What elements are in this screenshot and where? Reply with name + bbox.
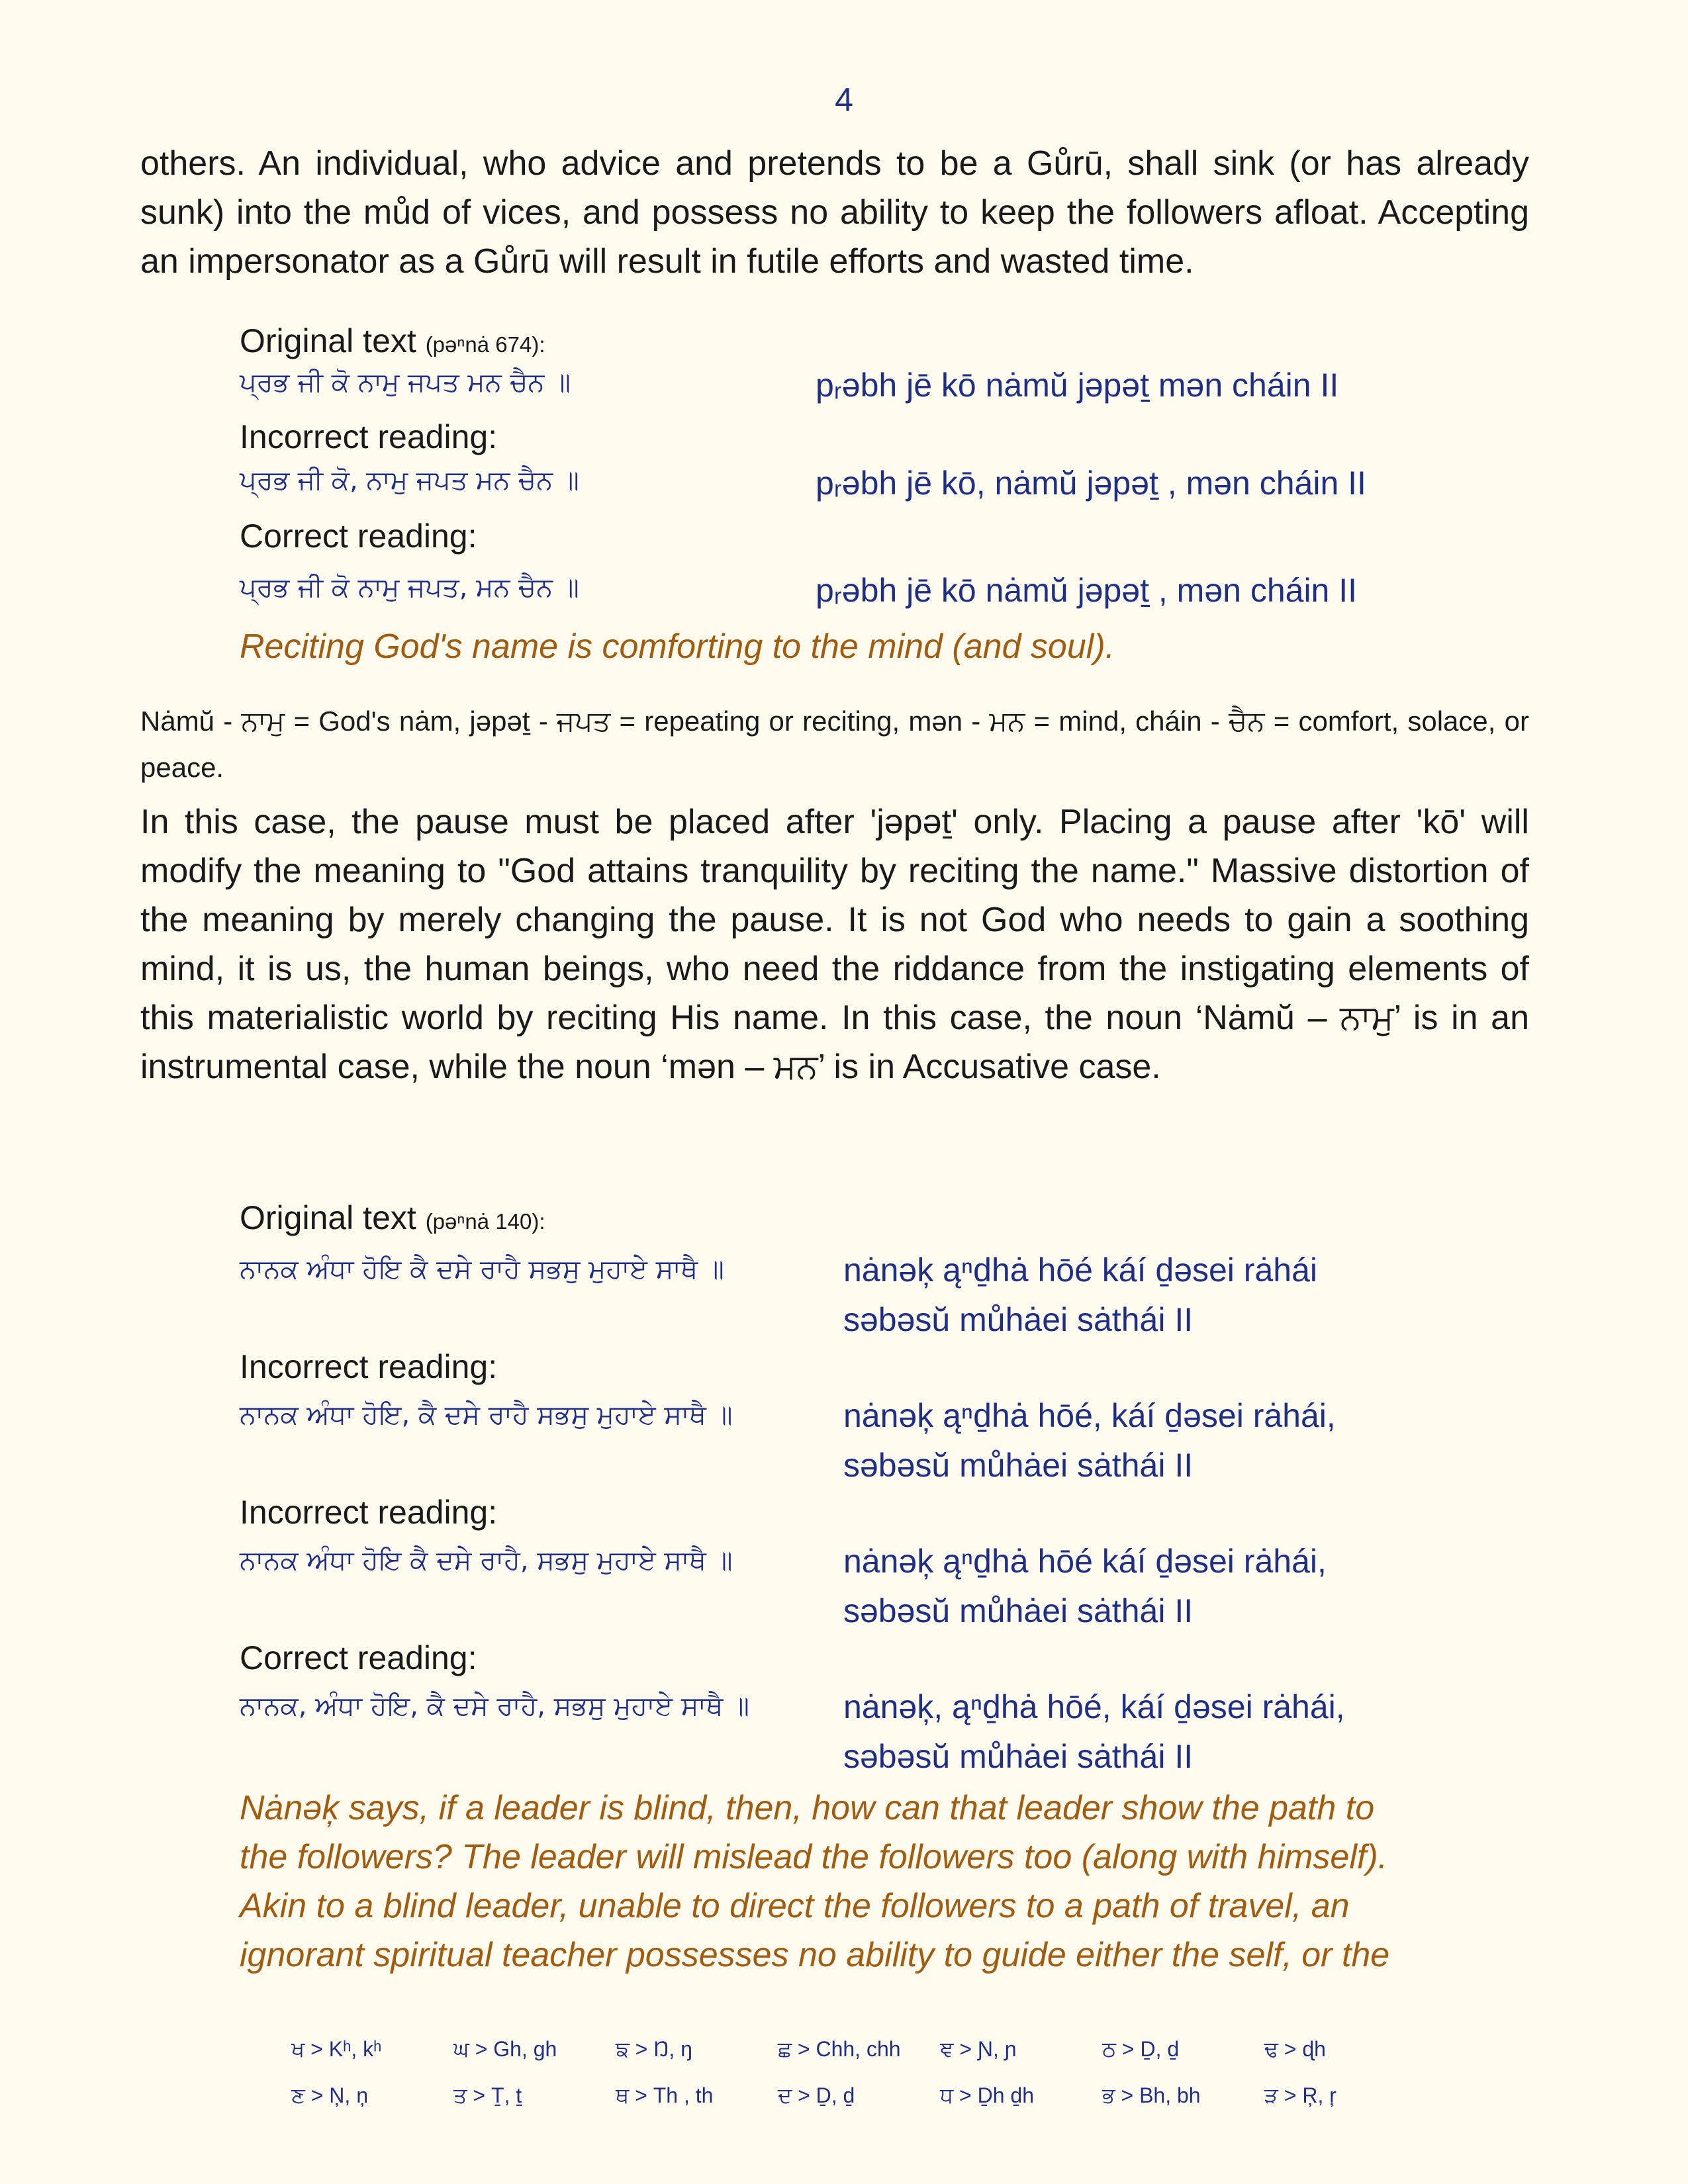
footer-key-item: ਦ > Ḏ, ḏ: [778, 2083, 855, 2107]
example2-incorrect1-gurmukhi: ਨਾਨਕ ਅੰਧਾ ਹੋਇ, ਕੈ ਦਸੇ ਰਾਹੈ ਸਭਸੁ ਮੁਹਾਏ ਸਾਥੈ ॥: [240, 1400, 733, 1430]
footer-key-row-1: [291, 2037, 1427, 2062]
example1-correct-translit: pᵣəbh jē kō nȧmŭ jəpəṯ , mən cháin II: [816, 572, 1358, 609]
example1-block: [240, 314, 1497, 685]
footer-key-item: ਭ > Bh, bh: [1102, 2083, 1201, 2107]
example1-incorrect-translit: pᵣəbh jē kō, nȧmŭ jəpəṯ , mən cháin II: [816, 465, 1366, 502]
footer-key-item: ਘ > Gh, gh: [453, 2037, 557, 2061]
example1-correct-label: Correct reading:: [240, 518, 477, 555]
footer-key-item: ਖ > Kʰ, kʰ: [291, 2037, 382, 2061]
example2-correct-label: Correct reading:: [240, 1639, 477, 1676]
footer-key-item: ੜ > Ŗ, ŗ: [1264, 2083, 1336, 2107]
footer-key-item: ਣ > Ņ, ņ: [291, 2083, 368, 2107]
example2-correct-gurmukhi: ਨਾਨਕ, ਅੰਧਾ ਹੋਇ, ਕੈ ਦਸੇ ਰਾਹੈ, ਸਭਸੁ ਮੁਹਾਏ ਸਾਥੈ ॥: [240, 1691, 749, 1721]
original-label-text: Original text: [240, 322, 416, 359]
example2-correct-translit-2: səbəsŭ můhȧei sȧthái II: [843, 1738, 1194, 1775]
example2-correct-translit-1: nȧnəķ, ąⁿḏhȧ hōé, káí ḏəsei rȧhái,: [843, 1688, 1345, 1725]
intro-paragraph: others. An individual, who advice and pretends to be a Gůrū, shall sink (or has already sunk) into the můd of vices, and possess no ability to keep the followers afloat. Accepting an impersonator as a Gůrū will result in futile efforts and wasted time.: [140, 144, 1529, 281]
gloss-paragraph: Nȧmŭ - ਨਾਮੁ = God's nȧm, jəpəṯ - ਜਪਤ = repeating or reciting, mən - ਮਨ = mind, cháin - ਚੈਨ = comfort, solace, or peace.: [140, 705, 1529, 783]
example2-incorrect2-gurmukhi: ਨਾਨਕ ਅੰਧਾ ਹੋਇ ਕੈ ਦਸੇ ਰਾਹੈ, ਸਭਸੁ ਮੁਹਾਏ ਸਾਥੈ ॥: [240, 1545, 733, 1576]
example1-correct-gurmukhi: ਪ੍ਰਭ ਜੀ ਕੋ ਨਾਮੁ ਜਪਤ, ਮਨ ਚੈਨ ॥: [240, 572, 579, 603]
example2-meaning: Nȧnəķ says, if a leader is blind, then, how can that leader show the path to the followers? The leader will mislead the followers too (along with himself). Akin to a blind leader, unable to direct the followers to a path of travel, an ignorant spiritual teacher possesses no ability to guide either the self, or the: [240, 1789, 1390, 1974]
footer-key-item: ਠ > Ḏ, ḏ: [1102, 2037, 1180, 2061]
example2-original-translit-2: səbəsŭ můhȧei sȧthái II: [843, 1301, 1194, 1338]
example2-original-translit-1: nȧnəķ ąⁿḏhȧ hōé káí ḏəsei rȧhái: [843, 1251, 1317, 1289]
example1-original-label: [240, 321, 545, 365]
original-label-text: Original text: [240, 1199, 416, 1236]
footer-key-item: ਛ > Chh, chh: [778, 2037, 901, 2061]
explanation-paragraph: In this case, the pause must be placed after 'jəpəṯ' only. Placing a pause after 'kō' will modify the meaning to "God attains tranquility by reciting the name." Massive distortion of the meaning by merely changing the pause. It is not God who needs to gain a soothing mind, it is us, the human beings, who need the riddance from the instigating elements of this materialistic world by reciting His name. In this case, the noun ‘Nȧmŭ – ਨਾਮੁ’ is in an instrumental case, while the noun ‘mən – ਮਨ’ is in Accusative case.: [140, 803, 1529, 1086]
example2-incorrect1-translit-1: nȧnəķ ąⁿḏhȧ hōé, káí ḏəsei rȧhái,: [843, 1397, 1336, 1434]
example1-incorrect-gurmukhi: ਪ੍ਰਭ ਜੀ ਕੋ, ਨਾਮੁ ਜਪਤ ਮਨ ਚੈਨ ॥: [240, 465, 579, 496]
example1-original-translit: pᵣəbh jē kō nȧmŭ jəpəṯ mən cháin II: [816, 367, 1339, 404]
example2-original-label: [240, 1198, 545, 1242]
footer-key-item: ਤ > Ṯ, ṯ: [453, 2083, 522, 2107]
example2-incorrect1-translit-2: səbəsŭ můhȧei sȧthái II: [843, 1447, 1194, 1484]
example2-incorrect2-label: Incorrect reading:: [240, 1494, 498, 1531]
page-number: 4: [835, 81, 853, 118]
example2-incorrect2-translit-1: nȧnəķ ąⁿḏhȧ hōé káí ḏəsei rȧhái,: [843, 1543, 1327, 1580]
footer-key-item: ਢ > ɖh: [1264, 2037, 1326, 2061]
example2-original-gurmukhi: ਨਾਨਕ ਅੰਧਾ ਹੋਇ ਕੈ ਦਸੇ ਰਾਹੈ ਸਭਸੁ ਮੁਹਾਏ ਸਾਥੈ ॥: [240, 1254, 724, 1285]
example2-block: [240, 1198, 1497, 1992]
footer-key-item: ਙ > Ŋ, ŋ: [616, 2037, 692, 2061]
example2-incorrect2-translit-2: səbəsŭ můhȧei sȧthái II: [843, 1592, 1194, 1629]
original-ref: (pəⁿnȧ 140):: [425, 1209, 545, 1234]
example1-meaning: Reciting God's name is comforting to the mind (and soul).: [240, 627, 1115, 666]
footer-key-row-2: [291, 2083, 1427, 2109]
footer-key-item: ਞ > Ɲ, ɲ: [940, 2037, 1017, 2061]
footer-key-item: ਧ > Ḏh ḏh: [940, 2083, 1035, 2107]
example2-incorrect1-label: Incorrect reading:: [240, 1348, 498, 1385]
example1-original-gurmukhi: ਪ੍ਰਭ ਜੀ ਕੋ ਨਾਮੁ ਜਪਤ ਮਨ ਚੈਨ ॥: [240, 367, 571, 398]
example1-incorrect-label: Incorrect reading:: [240, 418, 498, 455]
footer-key-item: ਥ > Th , th: [616, 2083, 714, 2107]
original-ref: (pəⁿnȧ 674):: [425, 332, 545, 357]
